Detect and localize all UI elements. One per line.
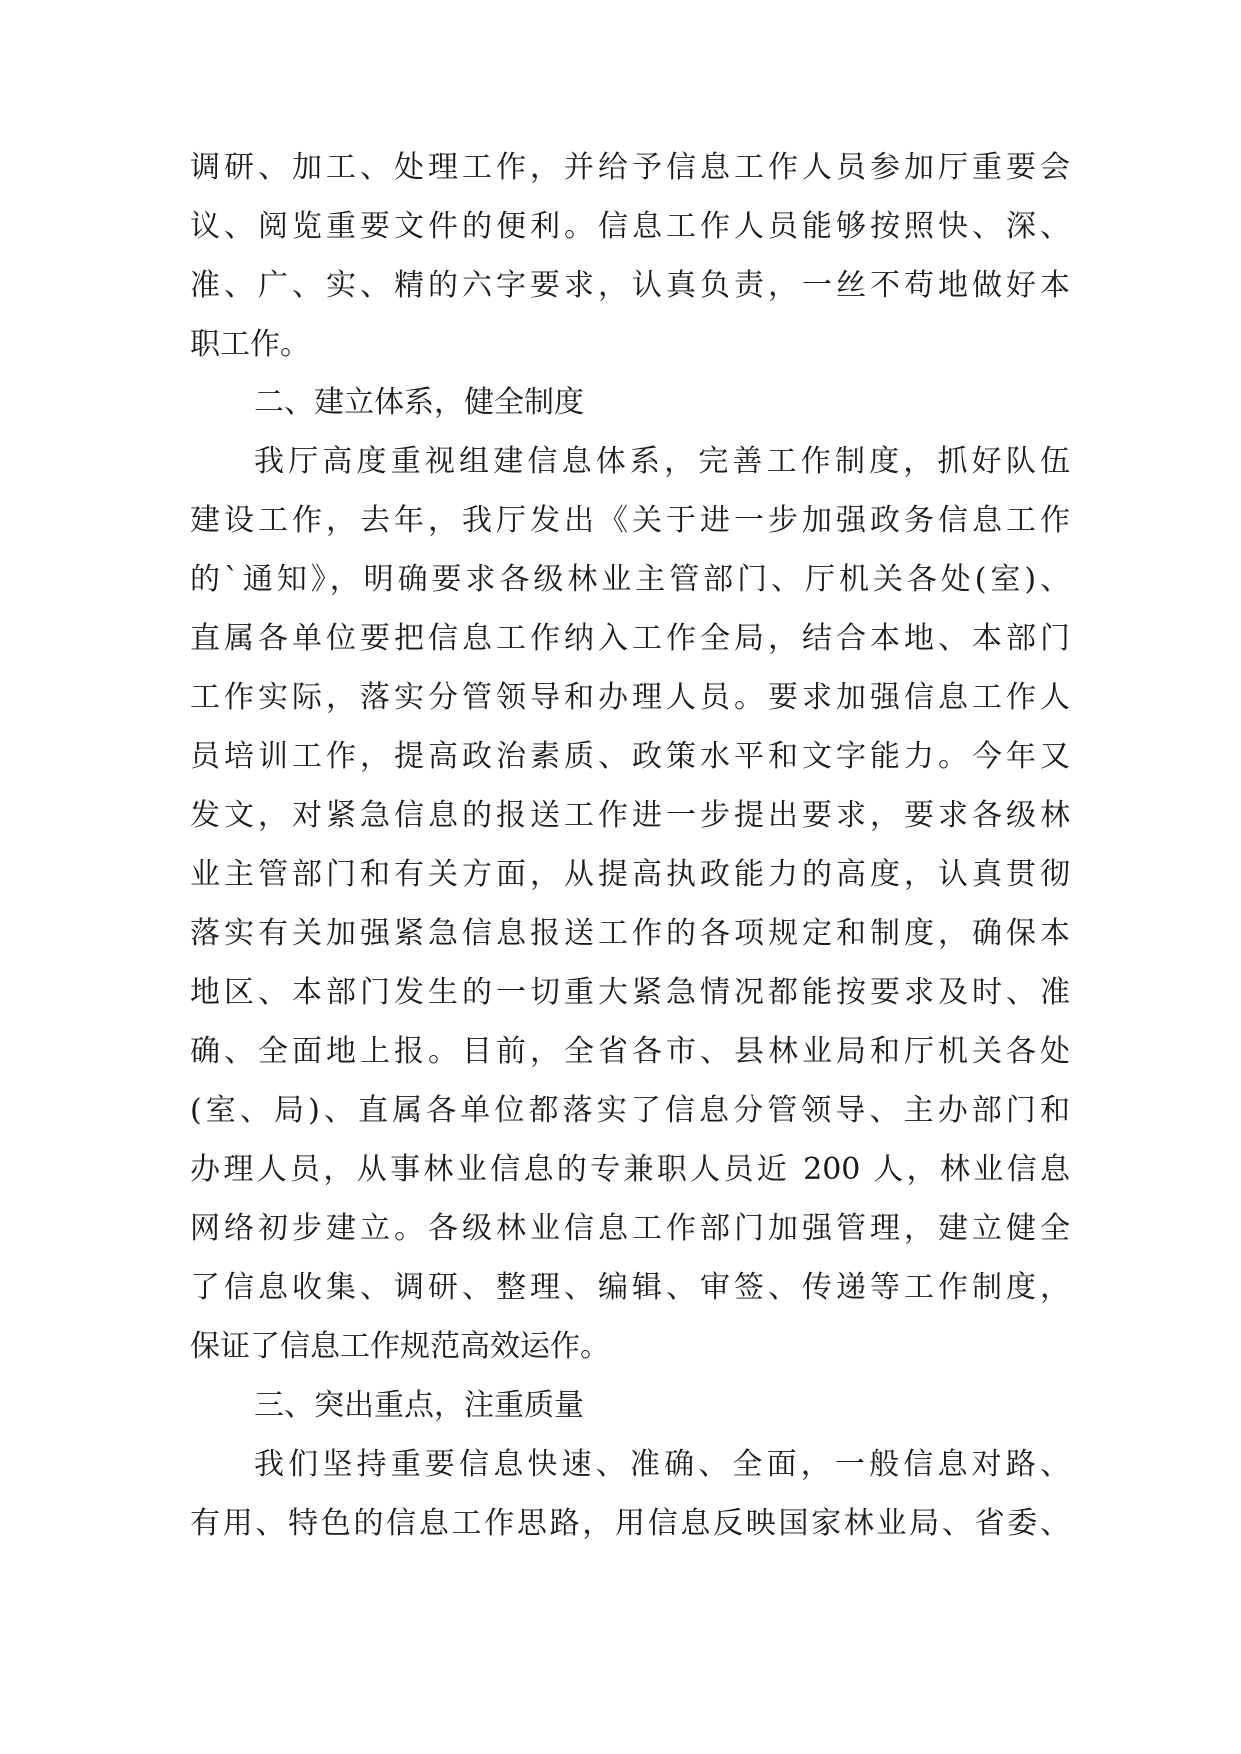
text-line: (室、局)、直属各单位都落实了信息分管领导、主办部门和 [190, 1093, 1070, 1128]
text-line: 保证了信息工作规范高效运作。 [190, 1329, 610, 1364]
text-line: 我厅高度重视组建信息体系，完善工作制度，抓好队伍 [254, 444, 1070, 479]
text-line: 发文，对紧急信息的报送工作进一步提出要求，要求各级林 [190, 798, 1070, 833]
section-heading: 三、突出重点，注重质量 [254, 1388, 584, 1423]
text-line: 员培训工作，提高政治素质、政策水平和文字能力。今年又 [190, 739, 1070, 774]
text-line: 的`通知》，明确要求各级林业主管部门、厅机关各处(室)、 [190, 562, 1070, 597]
text-line: 议、阅览重要文件的便利。信息工作人员能够按照快、深、 [190, 209, 1070, 244]
text-line: 工作实际，落实分管领导和办理人员。要求加强信息工作人 [190, 680, 1070, 715]
text-line: 有用、特色的信息工作思路，用信息反映国家林业局、省委、 [190, 1506, 1070, 1541]
text-line: 直属各单位要把信息工作纳入工作全局，结合本地、本部门 [190, 621, 1070, 656]
text-line: 建设工作，去年，我厅发出《关于进一步加强政务信息工作 [190, 503, 1070, 538]
text-line: 职工作。 [190, 327, 310, 362]
text-line: 调研、加工、处理工作，并给予信息工作人员参加厅重要会 [190, 150, 1070, 185]
text-line: 我们坚持重要信息快速、准确、全面，一般信息对路、 [254, 1447, 1070, 1482]
text-line: 确、全面地上报。目前，全省各市、县林业局和厅机关各处 [190, 1034, 1070, 1069]
text-line: 业主管部门和有关方面，从提高执政能力的高度，认真贯彻 [190, 857, 1070, 892]
section-heading: 二、建立体系，健全制度 [254, 385, 584, 420]
text-line: 办理人员，从事林业信息的专兼职人员近 200 人，林业信息 [190, 1152, 1070, 1187]
text-line: 落实有关加强紧急信息报送工作的各项规定和制度，确保本 [190, 916, 1070, 951]
text-line: 网络初步建立。各级林业信息工作部门加强管理，建立健全 [190, 1211, 1070, 1246]
text-line: 准、广、实、精的六字要求，认真负责，一丝不苟地做好本 [190, 268, 1070, 303]
text-line: 地区、本部门发生的一切重大紧急情况都能按要求及时、准 [190, 975, 1070, 1010]
text-line: 了信息收集、调研、整理、编辑、审签、传递等工作制度， [190, 1270, 1070, 1305]
